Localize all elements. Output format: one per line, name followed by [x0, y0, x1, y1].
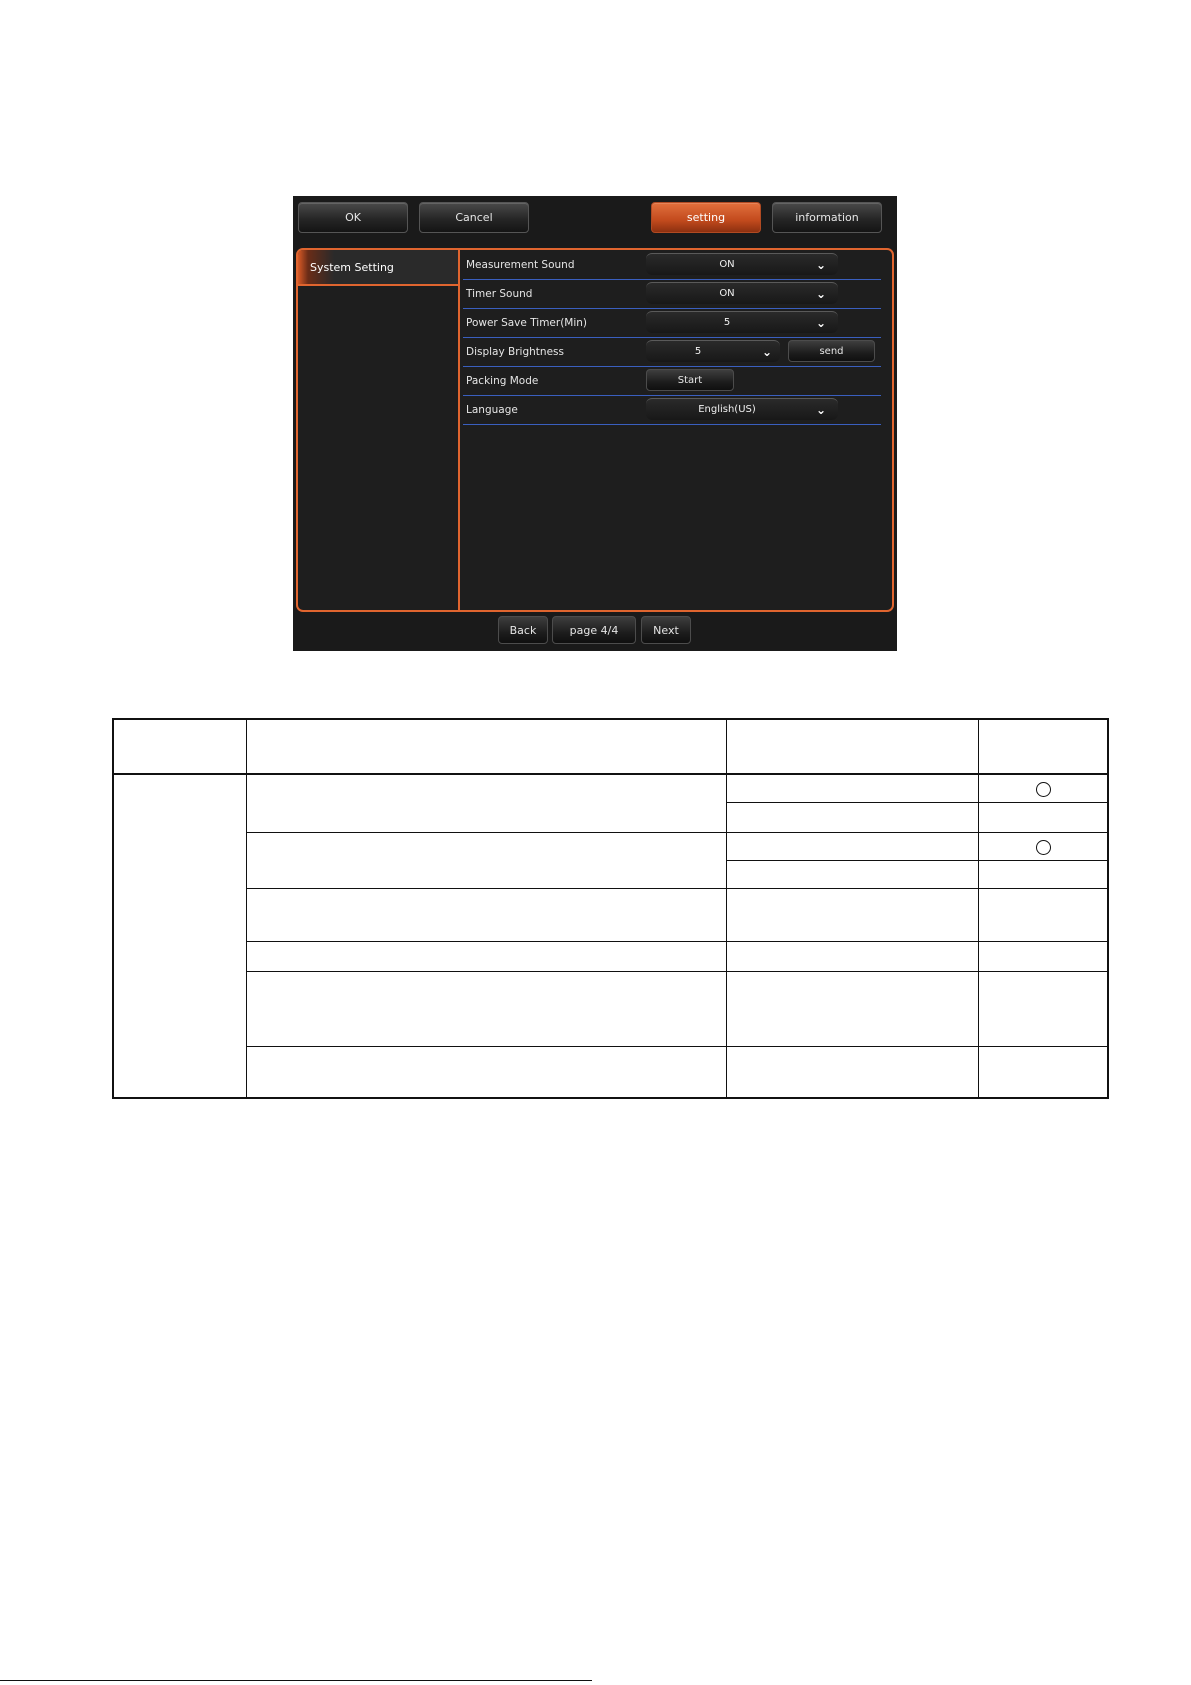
table-column-divider	[246, 720, 247, 1097]
timer-sound-select[interactable]	[646, 282, 838, 304]
footer-divider	[0, 1680, 592, 1681]
display-brightness-label: Display Brightness	[466, 346, 564, 358]
language-select[interactable]	[646, 398, 838, 420]
chevron-down-icon: ⌄	[815, 258, 826, 272]
measurement-sound-value: ON	[719, 259, 735, 270]
measurement-sound-row	[463, 250, 881, 280]
sidebar-item-label: System Setting	[310, 260, 394, 274]
measurement-sound-label: Measurement Sound	[466, 259, 575, 271]
sidebar	[298, 250, 460, 610]
chevron-down-icon: ⌄	[815, 403, 826, 417]
display-brightness-select[interactable]	[646, 340, 780, 362]
sidebar-item-system-setting[interactable]	[298, 250, 458, 286]
table-row-divider	[246, 888, 1107, 889]
measurement-sound-select[interactable]	[646, 253, 838, 275]
chevron-down-icon: ⌄	[761, 345, 772, 359]
tab-information[interactable]: information	[772, 202, 882, 233]
chevron-down-icon: ⌄	[815, 316, 826, 330]
tab-setting[interactable]: setting	[651, 202, 761, 233]
language-row	[463, 395, 881, 425]
table-row-divider	[726, 802, 1107, 803]
table-row-divider	[246, 971, 1107, 972]
circle-icon	[1036, 782, 1051, 797]
page-indicator: page 4/4	[552, 616, 636, 644]
packing-mode-row	[463, 366, 881, 396]
table-header-divider	[114, 773, 1107, 775]
power-save-timer-row	[463, 308, 881, 338]
table-row-divider	[246, 832, 1107, 833]
ok-button[interactable]: OK	[298, 202, 408, 233]
timer-sound-label: Timer Sound	[466, 288, 533, 300]
table-row-divider	[246, 1046, 1107, 1047]
cancel-button[interactable]: Cancel	[419, 202, 529, 233]
back-button[interactable]: Back	[498, 616, 548, 644]
circle-icon	[1036, 840, 1051, 855]
table-column-divider	[978, 720, 979, 1097]
table-row-divider	[726, 860, 1107, 861]
power-save-timer-value: 5	[723, 317, 731, 328]
settings-screen	[293, 196, 897, 651]
timer-sound-row	[463, 279, 881, 309]
power-save-timer-select[interactable]	[646, 311, 838, 333]
settings-table	[112, 718, 1109, 1099]
power-save-timer-label: Power Save Timer(Min)	[466, 317, 588, 329]
table-column-divider	[726, 720, 727, 1097]
packing-mode-start-button[interactable]: Start	[646, 369, 734, 391]
display-brightness-value: 5	[694, 346, 702, 357]
language-label: Language	[466, 404, 518, 416]
packing-mode-label: Packing Mode	[466, 375, 539, 387]
language-value: English(US)	[698, 404, 756, 415]
next-button[interactable]: Next	[641, 616, 691, 644]
table-row-divider	[246, 941, 1107, 942]
timer-sound-value: ON	[719, 288, 735, 299]
settings-panel	[296, 248, 894, 612]
chevron-down-icon: ⌄	[815, 287, 826, 301]
display-brightness-row	[463, 337, 881, 367]
send-button[interactable]: send	[788, 340, 875, 362]
